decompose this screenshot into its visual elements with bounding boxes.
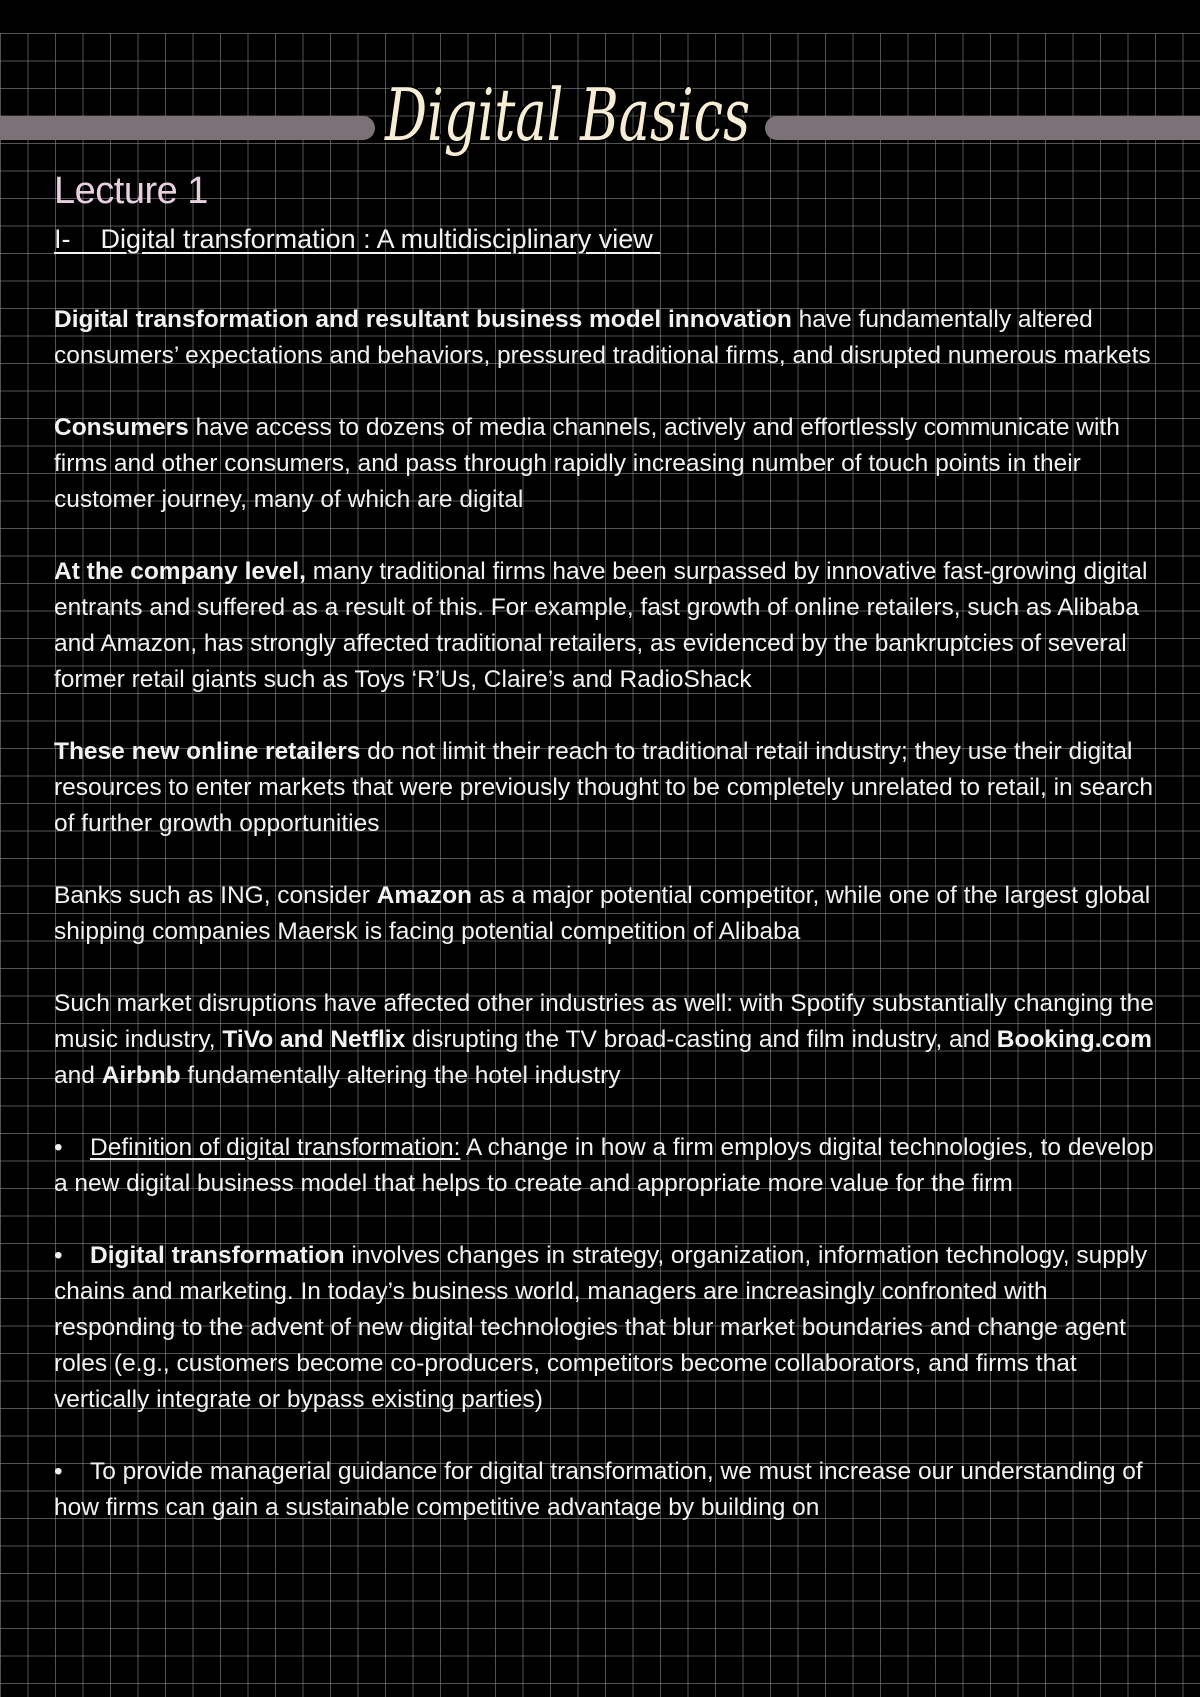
paragraph bbox=[54, 410, 1154, 518]
bold-phrase: These new online retailers bbox=[54, 738, 361, 765]
paragraph-text: disrupting the TV broad-casting and film industry, and bbox=[405, 1026, 997, 1053]
paragraph-text: Such market disruptions have affected other industries as well: with Spotify substantially changing the music industry, bbox=[54, 990, 1154, 1053]
handwritten-title-text: Digital Basics bbox=[383, 73, 750, 157]
paragraph bbox=[54, 878, 1154, 950]
bold-phrase: Digital transformation bbox=[90, 1242, 345, 1269]
paragraph bbox=[54, 302, 1154, 374]
bullet-text: involves changes in strategy, organization, information technology, supply chains and marketing. In today’s business world, managers are increasingly confronted with responding to the advent of new digital technologies that blur market boundaries and change agent roles (e.g., customers become co-producers, competitors become collaborators, and firms that vertically integrate or bypass existing parties) bbox=[54, 1242, 1148, 1413]
handwritten-title bbox=[385, 60, 760, 200]
title-band-right bbox=[765, 116, 1200, 140]
title-band-left bbox=[0, 116, 375, 140]
section-title: Digital transformation : A multidisciplinary view bbox=[100, 224, 653, 254]
section-heading bbox=[54, 224, 660, 255]
paragraph bbox=[54, 986, 1154, 1094]
top-margin bbox=[0, 0, 1200, 33]
paragraph-text: Banks such as ING, consider bbox=[54, 882, 377, 909]
paragraph-text: have fundamentally altered consumers’ expectations and behaviors, pressured traditional firms, and disrupted numerous markets bbox=[54, 306, 1151, 369]
paragraph bbox=[54, 734, 1154, 842]
definition-label: Definition of digital transformation: bbox=[90, 1134, 461, 1161]
bold-phrase: Booking.com bbox=[996, 1026, 1152, 1053]
paragraph-text: many traditional firms have been surpassed by innovative fast-growing digital entrants and suffered as a result of this. For example, fast growth of online retailers, such as Alibaba and Amazon, has strongly affected traditional retailers, as evidenced by the bankruptcies of several former retail giants such as Toys ‘R’Us, Claire’s and RadioShack bbox=[54, 558, 1148, 693]
bullet-text: A change in how a firm employs digital technologies, to develop a new digital business model that helps to create and appropriate more value for the firm bbox=[54, 1134, 1154, 1197]
paragraph bbox=[54, 554, 1154, 698]
bold-phrase: Consumers bbox=[54, 414, 189, 441]
bold-phrase: Airbnb bbox=[101, 1062, 181, 1089]
bullet-marker: • bbox=[54, 1458, 63, 1485]
bullet-text: To provide managerial guidance for digital transformation, we must increase our understanding of how firms can gain a sustainable competitive advantage by building on bbox=[54, 1458, 1143, 1521]
bold-phrase: TiVo and Netflix bbox=[222, 1026, 406, 1053]
paragraph-text: do not limit their reach to traditional retail industry; they use their digital resources to enter markets that were previously thought to be completely unrelated to retail, in search of further growth opportunities bbox=[54, 738, 1153, 837]
bullet-item bbox=[54, 1130, 1154, 1202]
bold-phrase: Amazon bbox=[376, 882, 473, 909]
paragraph-text: as a major potential competitor, while one of the largest global shipping companies Maersk is facing potential competition of Alibaba bbox=[54, 882, 1151, 945]
lecture-label: Lecture 1 bbox=[54, 170, 208, 212]
bullet-item bbox=[54, 1454, 1154, 1526]
lecture-content bbox=[54, 302, 1154, 1562]
bullet-marker: • bbox=[54, 1242, 63, 1269]
bold-phrase: At the company level, bbox=[54, 558, 306, 585]
bullet-marker: • bbox=[54, 1134, 63, 1161]
bullet-item bbox=[54, 1238, 1154, 1418]
section-number: I- bbox=[54, 224, 71, 254]
bold-phrase: Digital transformation and resultant business model innovation bbox=[54, 306, 792, 333]
paragraph-text: have access to dozens of media channels, actively and effortlessly communicate with firms and other consumers, and pass through rapidly increasing number of touch points in their customer journey, many of which are digital bbox=[54, 414, 1120, 513]
paragraph-text: and bbox=[54, 1062, 102, 1089]
paragraph-text: fundamentally altering the hotel industry bbox=[180, 1062, 621, 1089]
